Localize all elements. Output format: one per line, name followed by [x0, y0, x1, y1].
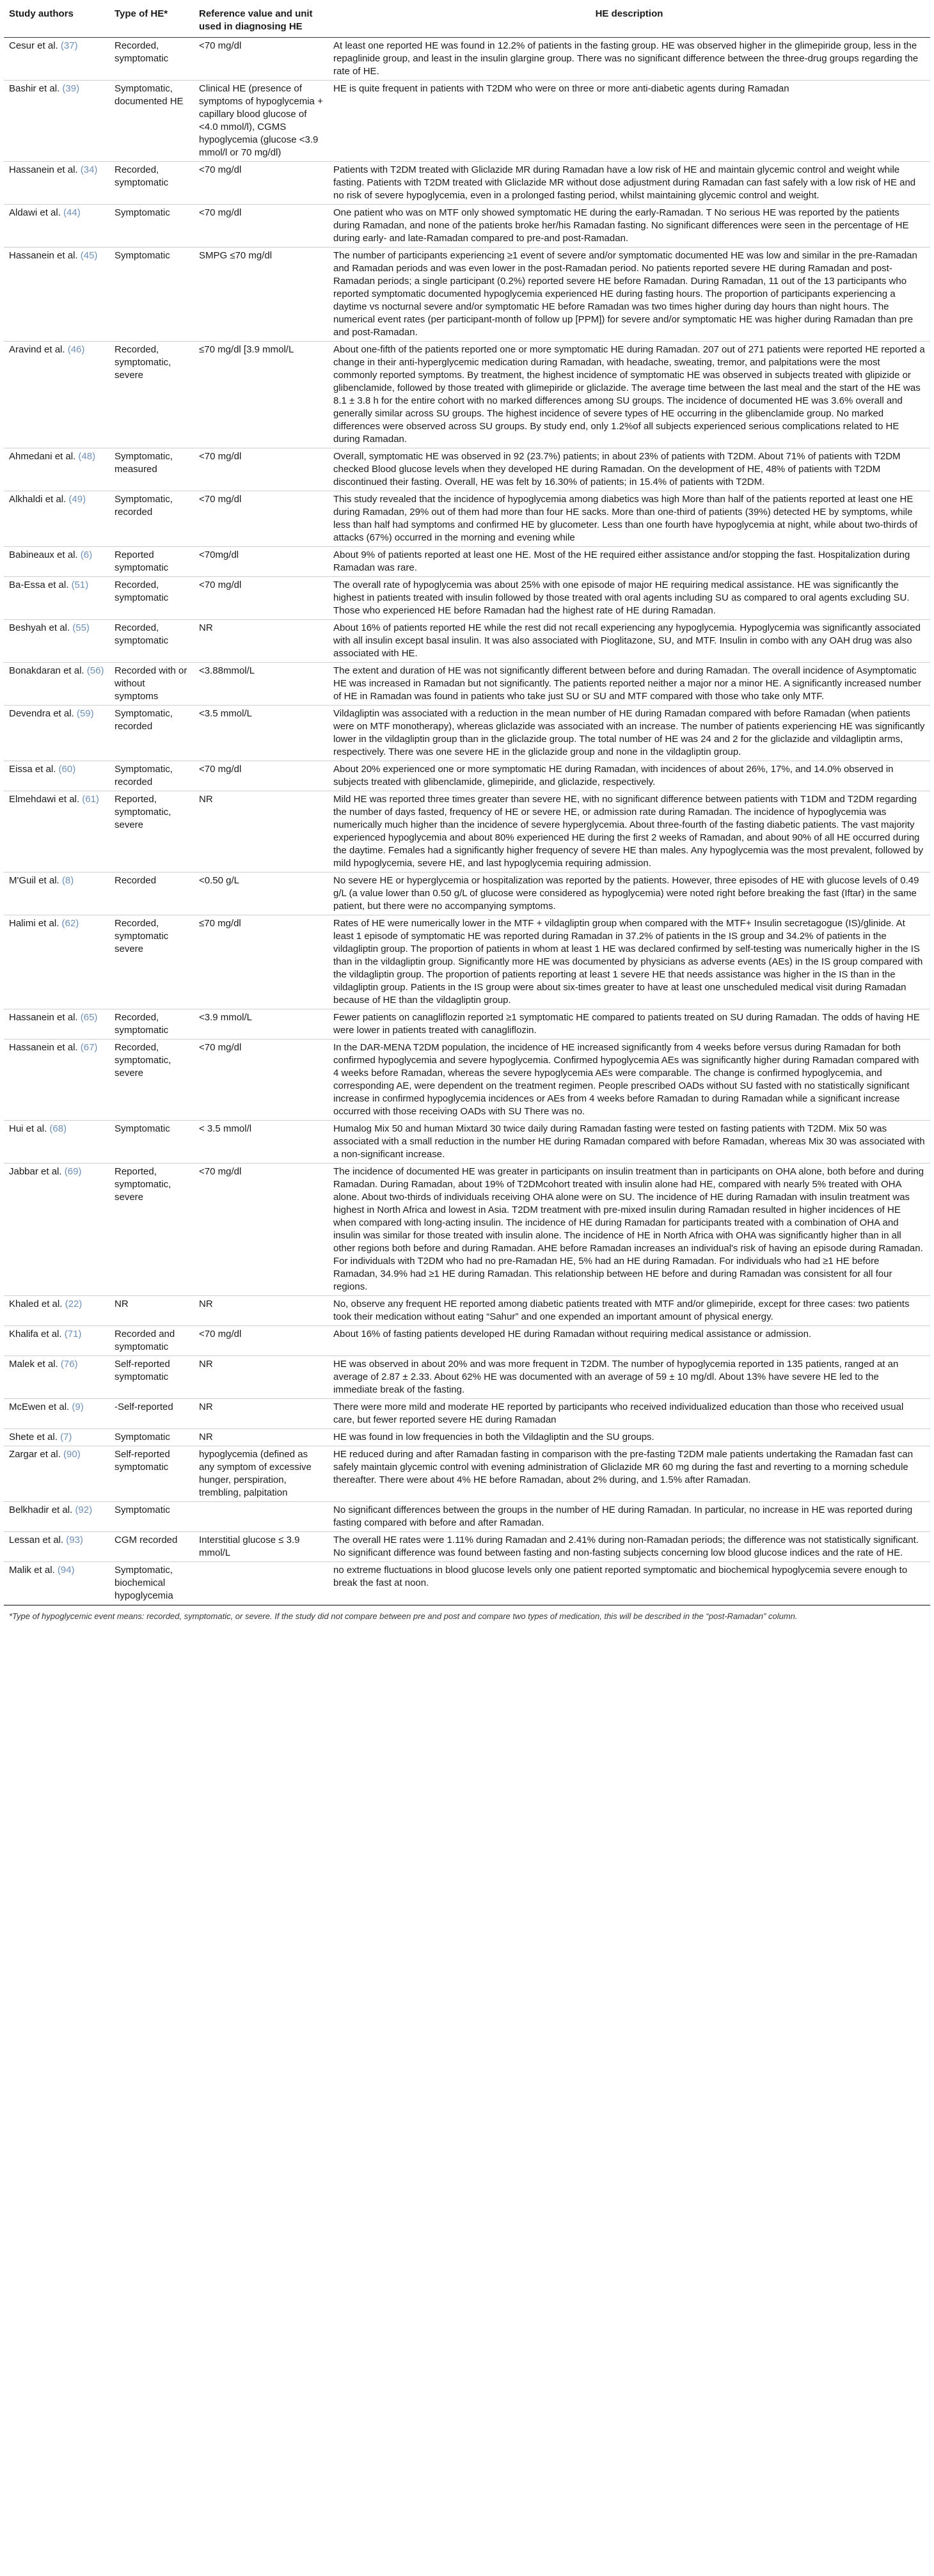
cell-he-description: About 16% of patients reported HE while the rest did not recall experiencing any hypoglycemia. Hypoglycemia was significantly associated with all insulin except basal insulin. It was also associated with Pioglitazone, SU, and MTF. Insulin in combo with any OAH drug was also associated with HE.	[328, 620, 930, 663]
table-row	[4, 1562, 930, 1605]
reference-link[interactable]: (22)	[65, 1299, 83, 1309]
author-name: Khalifa et al.	[9, 1329, 62, 1339]
table-row	[4, 1009, 930, 1039]
cell-study-author	[4, 1164, 109, 1296]
cell-he-description: This study revealed that the incidence of hypoglycemia among diabetics was high More than half of the patients reported at least one HE during Ramadan, 29% out of them had more than four HE sacks. More than one-third of patients (39%) detected HE by symptoms, while less than half had symptoms and confirmed HE by glucometer. Less than one fourth have hypoglycemia at night, while about two-thirds of attacks (67%) occurred in the morning and evening while	[328, 491, 930, 547]
cell-he-type: Reported, symptomatic, severe	[109, 1164, 194, 1296]
cell-he-description: The overall HE rates were 1.11% during Ramadan and 2.41% during non-Ramadan periods; the difference was not statistically significant. No significant difference was found between fasting and non-fasting subjects concerning low blood glucose indices and the rate of HE.	[328, 1532, 930, 1562]
author-name: Ahmedani et al.	[9, 451, 76, 462]
cell-reference-value: <3.88mmol/L	[194, 663, 328, 706]
cell-he-type: Recorded, symptomatic	[109, 1009, 194, 1039]
cell-study-author	[4, 915, 109, 1009]
reference-link[interactable]: (92)	[75, 1505, 93, 1515]
reference-link[interactable]: (62)	[61, 918, 79, 929]
author-name: Ba-Essa et al.	[9, 580, 69, 590]
cell-study-author	[4, 1446, 109, 1502]
reference-link[interactable]: (44)	[63, 207, 81, 218]
cell-study-author	[4, 1356, 109, 1399]
author-name: Babineaux et al.	[9, 549, 78, 560]
table-row	[4, 1429, 930, 1446]
author-name: Zargar et al.	[9, 1449, 61, 1460]
cell-reference-value: <70 mg/dl	[194, 577, 328, 620]
cell-he-type: CGM recorded	[109, 1532, 194, 1562]
cell-he-type: Symptomatic, recorded	[109, 761, 194, 791]
cell-study-author	[4, 577, 109, 620]
header-he-description: HE description	[328, 4, 930, 38]
cell-he-description: About 20% experienced one or more symptomatic HE during Ramadan, with incidences of about 26%, 17%, and 14.0% observed in subjects treated with glibenclamide, glimepiride, and gliclazide, respectively.	[328, 761, 930, 791]
cell-he-type: Symptomatic, measured	[109, 448, 194, 491]
cell-reference-value: <70 mg/dl	[194, 205, 328, 248]
reference-link[interactable]: (46)	[67, 344, 85, 355]
table-row	[4, 248, 930, 342]
table-row	[4, 1164, 930, 1296]
cell-he-description: About 16% of fasting patients developed HE during Ramadan without requiring medical assistance or admission.	[328, 1326, 930, 1356]
cell-study-author	[4, 448, 109, 491]
cell-he-type: -Self-reported	[109, 1399, 194, 1429]
reference-link[interactable]: (90)	[63, 1449, 81, 1460]
table-row	[4, 1039, 930, 1121]
cell-he-description: HE was found in low frequencies in both the Vildagliptin and the SU groups.	[328, 1429, 930, 1446]
cell-he-description: Rates of HE were numerically lower in the MTF + vildagliptin group when compared with the MTF+ Insulin secretagogue (IS)/glinide. At least 1 episode of symptomatic HE was reported during Ramadan in 37.2% of patients in the IS group and 34.2% of patients in the vildagliptin group. The proportion of patients in whom at least 1 HE was declared confirmed by self-testing was numerically higher in the IS than in the vildagliptin group. Significantly more HE was documented by physicians as adverse events (AEs) in the IS group compared with the vildagliptin group. The proportion of patients reporting at least 1 severe HE that needs assistance was higher in the IS than in the vildagliptin group. Patients in the IS group were about six-times greater to have at least one unscheduled medical visit during Ramadan because of HE than the vildagliptin group.	[328, 915, 930, 1009]
reference-link[interactable]: (51)	[71, 580, 89, 590]
cell-reference-value: NR	[194, 1399, 328, 1429]
cell-study-author	[4, 1296, 109, 1326]
cell-he-description: No severe HE or hyperglycemia or hospitalization was reported by the patients. However, three episodes of HE with glucose levels of 0.49 g/L (a value lower than 0.50 g/L of glucose were considered as hypoglycemia) were noted right before breaking the fast (Iftar) in the same patient, but there were no accompanying symptoms.	[328, 873, 930, 915]
author-name: Jabbar et al.	[9, 1166, 62, 1177]
cell-he-description: No, observe any frequent HE reported among diabetic patients treated with MTF and/or glimepiride, except for three cases: two patients took their medication without eating “Sahur” and one expended an important amount of physical energy.	[328, 1296, 930, 1326]
table-row	[4, 205, 930, 248]
cell-reference-value: NR	[194, 1356, 328, 1399]
cell-he-type: Reported, symptomatic, severe	[109, 791, 194, 873]
cell-he-description: In the DAR-MENA T2DM population, the incidence of HE increased significantly from 4 weeks before versus during Ramadan for both confirmed hypoglycemia and severe hypoglycemia. Confirmed hypoglycemia AEs was significantly higher during Ramadan compared with 4 weeks before Ramadan, whereas the severe hypoglycemia AEs were comparable. The change is confirmed hypoglycemia, and corresponding AE, were dependent on the treatment regimen. People prescribed OADs without SU fasted with no statistically significant increase in confirmed hypoglycemia incidences or AEs from 4 weeks before Ramadan to during Ramadan while a significant increase occurred with those receiving OADs with SU There was no.	[328, 1039, 930, 1121]
reference-link[interactable]: (67)	[80, 1042, 98, 1053]
table-row	[4, 491, 930, 547]
cell-reference-value: <70 mg/dl	[194, 761, 328, 791]
cell-he-type: Self-reported symptomatic	[109, 1356, 194, 1399]
cell-reference-value	[194, 1502, 328, 1532]
cell-he-type: Symptomatic, recorded	[109, 491, 194, 547]
cell-study-author	[4, 1502, 109, 1532]
table-row	[4, 577, 930, 620]
author-name: Lessan et al.	[9, 1535, 64, 1545]
author-name: Khaled et al.	[9, 1299, 63, 1309]
cell-study-author	[4, 761, 109, 791]
cell-reference-value: Clinical HE (presence of symptoms of hypoglycemia + capillary blood glucose of <4.0 mmol/l), CGMS hypoglycemia (glucose <3.9 mmol/l or 70 mg/dl)	[194, 81, 328, 162]
cell-he-type: Recorded with or without symptoms	[109, 663, 194, 706]
cell-reference-value: SMPG ≤70 mg/dl	[194, 248, 328, 342]
cell-reference-value: hypoglycemia (defined as any symptom of excessive hunger, perspiration, trembling, palpitation	[194, 1446, 328, 1502]
reference-link[interactable]: (48)	[78, 451, 96, 462]
cell-study-author	[4, 1429, 109, 1446]
reference-link[interactable]: (37)	[60, 40, 78, 51]
author-name: Hui et al.	[9, 1123, 47, 1134]
cell-reference-value: NR	[194, 620, 328, 663]
cell-he-description: HE is quite frequent in patients with T2DM who were on three or more anti-diabetic agents during Ramadan	[328, 81, 930, 162]
cell-study-author	[4, 1326, 109, 1356]
cell-study-author	[4, 1532, 109, 1562]
cell-he-description: There were more mild and moderate HE reported by participants who received individualized education than those who received usual care, but fewer reported severe HE during Ramadan	[328, 1399, 930, 1429]
cell-reference-value: NR	[194, 1296, 328, 1326]
author-name: Bashir et al.	[9, 83, 60, 94]
table-row	[4, 1446, 930, 1502]
reference-link[interactable]: (69)	[64, 1166, 82, 1177]
cell-study-author	[4, 248, 109, 342]
table-row	[4, 761, 930, 791]
table-row	[4, 620, 930, 663]
cell-reference-value	[194, 1562, 328, 1605]
cell-reference-value: NR	[194, 1429, 328, 1446]
reference-link[interactable]: (93)	[66, 1535, 83, 1545]
cell-he-description: HE reduced during and after Ramadan fasting in comparison with the pre-fasting T2DM male patients undertaking the Ramadan fast can safely maintain glycemic control with evening administration of Gliclazide MR 60 mg during the fast and reverting to a morning schedule thereafter. There were about 4% HE before Ramadan, about 2% during, and 1.5% after Ramadan.	[328, 1446, 930, 1502]
author-name: Malik et al.	[9, 1565, 55, 1576]
cell-reference-value: <70 mg/dl	[194, 162, 328, 205]
table-footnote: *Type of hypoglycemic event means: recorded, symptomatic, or severe. If the study did not compare between pre and post and compare two types of medication, this will be described in the “post-Ramadan” column.	[4, 1605, 930, 1625]
author-name: Hassanein et al.	[9, 1012, 78, 1023]
cell-reference-value: ≤70 mg/dl [3.9 mmol/L	[194, 342, 328, 448]
cell-he-type: Symptomatic, documented HE	[109, 81, 194, 162]
cell-he-description: No significant differences between the groups in the number of HE during Ramadan. In particular, no increase in HE was reported during fasting compared with before and after Ramadan.	[328, 1502, 930, 1532]
cell-he-description: One patient who was on MTF only showed symptomatic HE during the early-Ramadan. T No serious HE was reported by the patients during Ramadan, and none of the patients broke her/his Ramadan fasting. No significant differences were seen in the percentage of HE during early- and late-Ramadan compared to pre-and post-Ramadan.	[328, 205, 930, 248]
cell-reference-value: <0.50 g/L	[194, 873, 328, 915]
cell-reference-value: NR	[194, 791, 328, 873]
cell-he-description: Fewer patients on canagliflozin reported ≥1 symptomatic HE compared to patients treated on SU during Ramadan. The odds of having HE were lower in patients treated with canagliflozin.	[328, 1009, 930, 1039]
table-row	[4, 1356, 930, 1399]
cell-he-type: Recorded	[109, 873, 194, 915]
cell-reference-value: <70 mg/dl	[194, 448, 328, 491]
cell-reference-value: <70mg/dl	[194, 547, 328, 577]
reference-link[interactable]: (9)	[72, 1402, 84, 1412]
reference-link[interactable]: (8)	[61, 875, 74, 886]
header-reference-value: Reference value and unit used in diagnosing HE	[194, 4, 328, 38]
cell-reference-value: <70 mg/dl	[194, 1164, 328, 1296]
cell-reference-value: ≤70 mg/dl	[194, 915, 328, 1009]
table-row	[4, 38, 930, 81]
cell-he-type: Symptomatic, biochemical hypoglycemia	[109, 1562, 194, 1605]
cell-study-author	[4, 491, 109, 547]
author-name: Hassanein et al.	[9, 250, 78, 261]
cell-he-type: Recorded, symptomatic	[109, 577, 194, 620]
reference-link[interactable]: (7)	[60, 1432, 72, 1442]
cell-reference-value: <3.9 mmol/L	[194, 1009, 328, 1039]
author-name: Belkhadir et al.	[9, 1505, 73, 1515]
cell-he-type: Reported symptomatic	[109, 547, 194, 577]
cell-he-type: Self-reported symptomatic	[109, 1446, 194, 1502]
cell-study-author	[4, 873, 109, 915]
reference-link[interactable]: (65)	[80, 1012, 98, 1023]
author-name: Alkhaldi et al.	[9, 494, 67, 505]
cell-study-author	[4, 162, 109, 205]
cell-study-author	[4, 1399, 109, 1429]
author-name: Halimi et al.	[9, 918, 59, 929]
table-row	[4, 706, 930, 761]
cell-he-description: no extreme fluctuations in blood glucose levels only one patient reported symptomatic and biochemical hypoglycemia severe enough to break the fast at noon.	[328, 1562, 930, 1605]
author-name: McEwen et al.	[9, 1402, 70, 1412]
author-name: Devendra et al.	[9, 708, 74, 719]
cell-he-description: Mild HE was reported three times greater than severe HE, with no significant difference between patients with T1DM and T2DM regarding the number of days fasted, frequency of HE or severe HE, or admission rate during Ramadan. The incidence of hypoglycemia was numerically much higher than the incidence of severe hyperglycemia. About three-fourth of the fasting diabetic patients. The vast majority experienced hypoglycemia and about 80% experienced HE during the first 2 weeks of Ramadan, and about 90% of all HE occurred during the daytime. Females had a significantly higher frequency of severe HE than males. Any hypoglycemia was the most prevalent, followed by mild hypoglycemia, severe HE, and last hypoglycemia requiring admission.	[328, 791, 930, 873]
table-row	[4, 1532, 930, 1562]
cell-he-type: Recorded, symptomatic severe	[109, 915, 194, 1009]
cell-he-description: HE was observed in about 20% and was more frequent in T2DM. The number of hypoglycemia reported in 135 patients, ranged at an average of 2.87 ± 2.33. About 62% HE was documented with an average of 59 ± 10 mg/dl. About 13% have severe HE led to the immediate break of the fasting.	[328, 1356, 930, 1399]
table-row	[4, 547, 930, 577]
cell-study-author	[4, 1121, 109, 1164]
cell-study-author	[4, 791, 109, 873]
he-studies-table	[4, 4, 930, 1605]
reference-link[interactable]: (39)	[62, 83, 80, 94]
author-name: Shete et al.	[9, 1432, 58, 1442]
reference-link[interactable]: (56)	[86, 665, 104, 676]
cell-reference-value: <70 mg/dl	[194, 38, 328, 81]
author-name: Aravind et al.	[9, 344, 65, 355]
table-row	[4, 791, 930, 873]
reference-link[interactable]: (61)	[82, 794, 99, 805]
cell-reference-value: <70 mg/dl	[194, 1039, 328, 1121]
cell-study-author	[4, 81, 109, 162]
cell-study-author	[4, 663, 109, 706]
header-row	[4, 4, 930, 38]
cell-reference-value: Interstitial glucose ≤ 3.9 mmol/L	[194, 1532, 328, 1562]
cell-study-author	[4, 620, 109, 663]
table-row	[4, 1399, 930, 1429]
cell-he-description: The overall rate of hypoglycemia was about 25% with one episode of major HE requiring medical assistance. HE was significantly the highest in patients treated with insulin followed by those treated with oral agents including SU as compared to oral agents excluding SU. Those who experienced HE before Ramadan had the highest rate of HE during Ramadan.	[328, 577, 930, 620]
reference-link[interactable]: (45)	[80, 250, 98, 261]
cell-he-type: Recorded, symptomatic	[109, 38, 194, 81]
author-name: Cesur et al.	[9, 40, 58, 51]
cell-he-description: Humalog Mix 50 and human Mixtard 30 twice daily during Ramadan fasting were tested on fasting patients with T2DM. Mix 50 was associated with a small reduction in the number HE during Ramadan compared with before Ramadan, whereas Mix 30 was associated with a non-significant increase.	[328, 1121, 930, 1164]
cell-reference-value: <70 mg/dl	[194, 1326, 328, 1356]
reference-link[interactable]: (60)	[58, 764, 76, 775]
cell-he-type: Recorded and symptomatic	[109, 1326, 194, 1356]
cell-he-type: Symptomatic, recorded	[109, 706, 194, 761]
cell-he-description: Vildagliptin was associated with a reduction in the mean number of HE during Ramadan compared with before Ramadan (when patients were on MTF monotherapy), whereas gliclazide was associated with an increase. The number of patients experiencing HE was significantly lower in the vildagliptin group than in the gliclazide group. The total number of HE was 24 and 2 for the gliclazide and vildagliptin arms, respectively. There was one severe HE in the gliclazide group and none in the vildagliptin group.	[328, 706, 930, 761]
reference-link[interactable]: (55)	[72, 622, 90, 633]
cell-study-author	[4, 1009, 109, 1039]
table-row	[4, 915, 930, 1009]
author-name: Aldawi et al.	[9, 207, 61, 218]
reference-link[interactable]: (34)	[80, 164, 98, 175]
author-name: Eissa et al.	[9, 764, 56, 775]
cell-he-description: Patients with T2DM treated with Gliclazide MR during Ramadan have a low risk of HE and maintain glycemic control and weight while fasting. Patients with T2DM treated with Gliclazide MR without dose adjustment during Ramadan can fast safely with a low risk of HE and no risk of severe hypoglycemia, even in a prolonged fasting period, whilst maintaining glycemic control and weight.	[328, 162, 930, 205]
table-row	[4, 1296, 930, 1326]
cell-he-description: The extent and duration of HE was not significantly different between before and during Ramadan. The overall incidence of Asymptomatic HE was increased in Ramadan but not significantly. The patients reported neither a major nor a minor HE. A significantly increased number of HE in Ramadan was found in patients who take just SU or SU and MTF compared with those who take only MTF.	[328, 663, 930, 706]
cell-he-type: Symptomatic	[109, 205, 194, 248]
cell-he-description: About one-fifth of the patients reported one or more symptomatic HE during Ramadan. 207 out of 271 patients were reported HE reported a change in their anti-hyperglycemic medication during Ramadan, with headache, sweating, tremor, and palpitations were the most commonly reported symptoms. By treatment, the highest incidence of symptomatic HE was observed in subjects treated with glipizide or glibenclamide, followed by those treated with glimepiride or gliclazide. The average time between the last meal and the start of the HE was 8.1 ± 3.8 h for the entire cohort with no marked differences among SU groups. The incidence of documented HE was 3.6% overall and generally similar across SU groups. The highest incidence of severe types of HE occurring in the glibenclamide group. No marked differences were observed across SU groups. By study end, only 1.2%of all subjects experienced serious complications related to HE during Ramadan.	[328, 342, 930, 448]
cell-study-author	[4, 1039, 109, 1121]
cell-he-description: The incidence of documented HE was greater in participants on insulin treatment than in participants on OHA alone, both before and during Ramadan. During Ramadan, about 19% of T2DMcohort treated with insulin alone had HE, compared with nearly 5% treated with OHA alone. About two-thirds of individuals receiving OHA alone were on SU. The incidence of HE during Ramadan with insulin treatment was highest in North Africa and lowest in Asia. T2DM treatment with pre-mixed insulin during Ramadan resulted in higher incidences of HE when compared with long-acting insulin. The incidence of HE during Ramadan for participants treated with a combination of OHA and insulin was similar for those treated with insulin alone. The incidence of HE in North Africa with OHA was significantly higher than in all other regions both before and during Ramadan. AHE before Ramadan increases an individual's risk of having an episode during Ramadan. For individuals with T2DM who had no pre-Ramadan HE, 5% had an HE during Ramadan. For individuals who had ≥1 HE before Ramadan, 34.9% had ≥1 HE during Ramadan. This relationship between HE before and during Ramadan was consistent for all four regions.	[328, 1164, 930, 1296]
table-row	[4, 81, 930, 162]
cell-study-author	[4, 1562, 109, 1605]
reference-link[interactable]: (71)	[64, 1329, 82, 1339]
author-name: Hassanein et al.	[9, 164, 78, 175]
author-name: M'Guil et al.	[9, 875, 59, 886]
cell-study-author	[4, 547, 109, 577]
table-row	[4, 873, 930, 915]
cell-he-type: Symptomatic	[109, 1121, 194, 1164]
cell-he-type: Recorded, symptomatic	[109, 162, 194, 205]
cell-study-author	[4, 38, 109, 81]
table-row	[4, 663, 930, 706]
cell-he-description: Overall, symptomatic HE was observed in 92 (23.7%) patients; in about 23% of patients with T2DM. About 71% of patients with T2DM checked Blood glucose levels when they developed HE during Ramadan. On the development of HE, 48% of patients with T2DM discontinued their fasting. Overall, HE was felt by 16.30% of patients; in 15.4% of patients with T2DM.	[328, 448, 930, 491]
header-type-of-he: Type of HE*	[109, 4, 194, 38]
cell-study-author	[4, 205, 109, 248]
table-row	[4, 1326, 930, 1356]
author-name: Hassanein et al.	[9, 1042, 78, 1053]
cell-he-description: At least one reported HE was found in 12.2% of patients in the fasting group. HE was observed higher in the glimepiride group, less in the repaglinide group, and least in the insulin glargine group. There was no significant difference between the three-drug groups regarding the rate of HE.	[328, 38, 930, 81]
cell-he-type: Recorded, symptomatic, severe	[109, 1039, 194, 1121]
table-row	[4, 162, 930, 205]
reference-link[interactable]: (68)	[49, 1123, 67, 1134]
cell-reference-value: <70 mg/dl	[194, 491, 328, 547]
table-row	[4, 342, 930, 448]
table-row	[4, 1121, 930, 1164]
table-row	[4, 448, 930, 491]
table-row	[4, 1502, 930, 1532]
author-name: Bonakdaran et al.	[9, 665, 84, 676]
table-header	[4, 4, 930, 38]
cell-he-type: NR	[109, 1296, 194, 1326]
cell-study-author	[4, 706, 109, 761]
cell-he-type: Recorded, symptomatic	[109, 620, 194, 663]
cell-he-type: Recorded, symptomatic, severe	[109, 342, 194, 448]
reference-link[interactable]: (94)	[57, 1565, 75, 1576]
reference-link[interactable]: (59)	[76, 708, 94, 719]
cell-study-author	[4, 342, 109, 448]
author-name: Elmehdawi et al.	[9, 794, 80, 805]
cell-reference-value: < 3.5 mmol/l	[194, 1121, 328, 1164]
reference-link[interactable]: (6)	[80, 549, 93, 560]
header-study-authors: Study authors	[4, 4, 109, 38]
cell-reference-value: <3.5 mmol/L	[194, 706, 328, 761]
cell-he-type: Symptomatic	[109, 1429, 194, 1446]
author-name: Beshyah et al.	[9, 622, 70, 633]
cell-he-description: About 9% of patients reported at least one HE. Most of the HE required either assistance and/or stopping the fast. Hospitalization during Ramadan was rare.	[328, 547, 930, 577]
table-body	[4, 38, 930, 1605]
cell-he-type: Symptomatic	[109, 1502, 194, 1532]
cell-he-description: The number of participants experiencing ≥1 event of severe and/or symptomatic documented HE was low and similar in the pre-Ramadan and Ramadan periods and was even lower in the post-Ramadan period. No patients reported severe HE during Ramadan and post-Ramadan periods; a single participant (0.2%) reported severe HE before Ramadan. During Ramadan, 11 out of the 13 participants who reported symptomatic documented hypoglycemia experienced HE during fasting hours. The proportion of participants experiencing a daytime vs nocturnal severe and/or symptomatic HE before Ramadan was two times higher during day hours than night hours. The numerical event rates (per participant-month of follow up [PPM]) for severe and/or symptomatic HE was higher during Ramadan than pre and post-Ramadan.	[328, 248, 930, 342]
reference-link[interactable]: (49)	[68, 494, 86, 505]
author-name: Malek et al.	[9, 1359, 58, 1370]
reference-link[interactable]: (76)	[60, 1359, 78, 1370]
cell-he-type: Symptomatic	[109, 248, 194, 342]
